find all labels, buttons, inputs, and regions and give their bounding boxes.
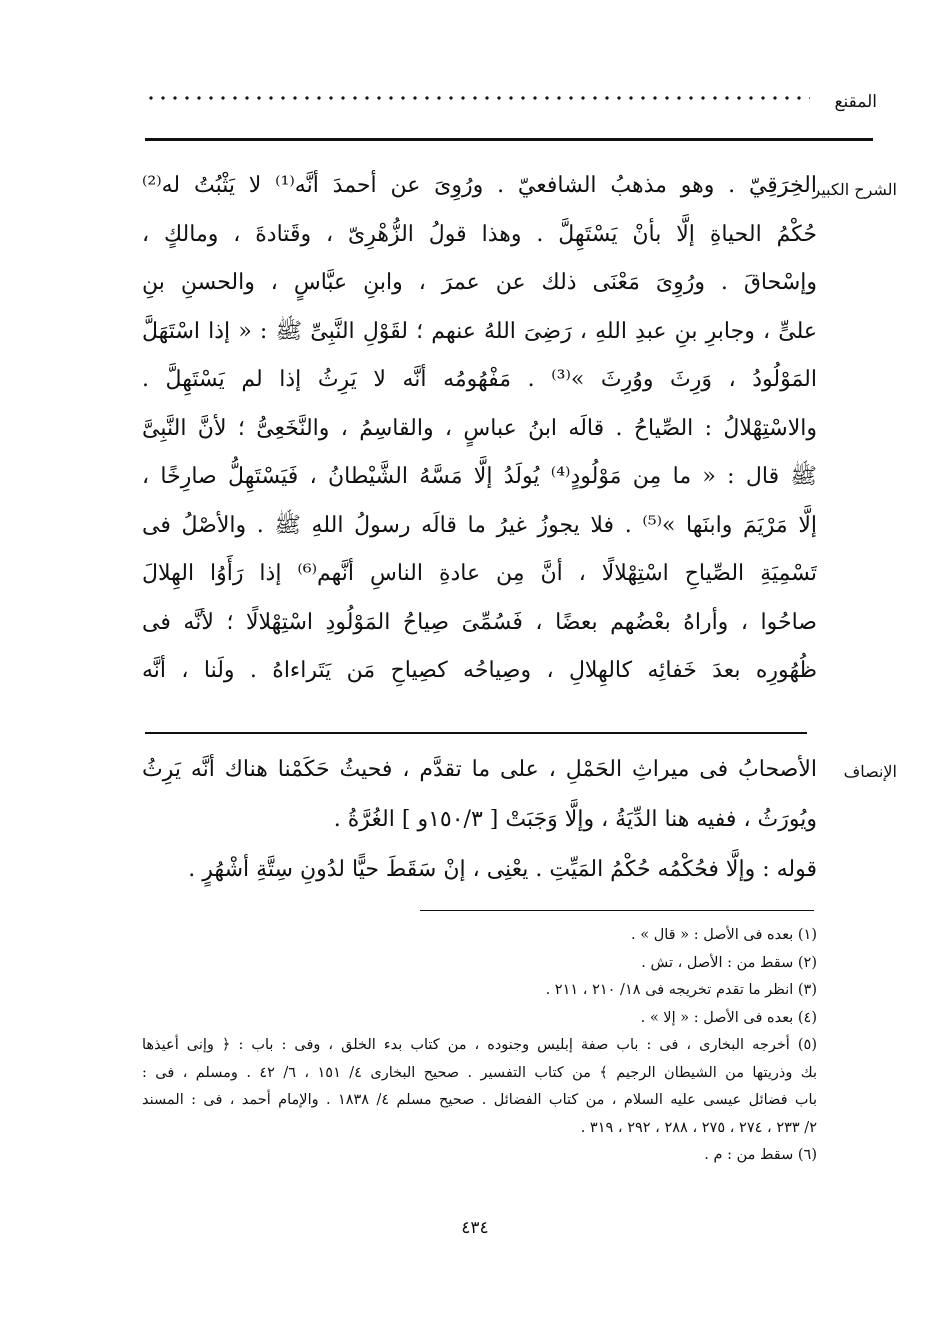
header-dotted-leader	[145, 96, 810, 100]
footnote: (٣) انظر ما تقدم تخريجه فى ١٨/ ٢١٠ ، ٢١١ .	[545, 982, 817, 998]
sharh-line: المَوْلُودُ ، وَرِثَ ووُرِثَ »⁽³⁾ . مَفْهُومُه أنَّه لا يَرِثُ إذا لم يَسْتَهِلَّ .	[142, 367, 817, 392]
insaf-line: الأصحابُ فى ميراثِ الحَمْلِ ، على ما تقدَّم ، فحيثُ حَكَمْنا هناك أنَّه يَرِثُ	[142, 757, 817, 782]
sharh-line: تَسْمِيَةِ الصِّياحِ اسْتِهْلالًا ، أنَّ مِن عادةِ الناسِ أنَّهم⁽⁶⁾ إذا رَأَوُا الهِلالَ	[142, 561, 817, 586]
header-rule	[145, 138, 873, 141]
sharh-line: والاسْتِهْلالُ : الصِّياحُ . قالَه ابنُ عباسٍ ، والقاسِمُ ، والنَّخَعِىُّ ؛ لأنَّ النَّبِىَّ	[142, 415, 817, 441]
footnote: (٢) سقط من : الأصل ، تش .	[641, 954, 817, 971]
insaf-line: ويُورَثُ ، ففيه هنا الدِّيَةُ ، وإلَّا وَجَبَتْ [ ١٥٠/٣و ] الغُرَّةُ .	[333, 807, 817, 832]
sharh-line: الخِرَقِيّ . وهو مذهبُ الشافعيّ . ورُوِىَ عن أحمدَ أنَّه⁽¹⁾ لا يَثْبُتُ له⁽²⁾	[142, 173, 817, 198]
sharh-line: صاحُوا ، وأراهُ بعْضُهم بعضًا ، فَسُمِّىَ صِياحُ المَوْلُودِ اسْتِهْلالًا ؛ لأنَّه فى	[142, 609, 817, 635]
footnote-continuation: باب فضائل عيسى عليه السلام ، من كتاب الفضائل . صحيح مسلم ٤/ ١٨٣٨ . والإمام أحمد ، فى : المسند	[142, 1092, 817, 1108]
margin-label-insaf: الإنصاف	[843, 762, 897, 781]
margin-label-sharh: الشرح الكبير	[812, 180, 897, 199]
sharh-text-block	[142, 162, 817, 696]
insaf-line: قوله : وإلَّا فحُكْمُه حُكْمُ المَيِّتِ . يعْنِى ، إنْ سَقَطَ حيًّا لدُونِ سِتَّةِ أشْهُرٍ .	[188, 857, 817, 882]
footnote: (٤) بعده فى الأصل : « إلا » .	[640, 1009, 817, 1026]
section-divider	[145, 732, 807, 734]
running-head-title: المقنع	[834, 92, 877, 112]
sharh-line: ﷺ قال : « ما مِن مَوْلُودٍ⁽⁴⁾ يُولَدُ إلَّا مَسَّهُ الشَّيْطانُ ، فَيَسْتَهِلُّ صارِخًا ،	[142, 464, 817, 489]
footnote: (١) بعده فى الأصل : « قال » .	[631, 927, 817, 943]
footnote: (٥) أخرجه البخارى ، فى : باب صفة إبليس وجنوده ، من كتاب بدء الخلق ، وفى : باب : ﴿ وإنى أعيذها	[142, 1037, 817, 1053]
footnote-rule	[420, 910, 814, 911]
sharh-line: إلَّا مَرْيَمَ وابنَها »⁽⁵⁾ . فلا يجوزُ غيرُ ما قالَه رسولُ اللهِ ﷺ . والأصْلُ فى	[142, 512, 817, 538]
sharh-line: ظُهُورِه بعدَ خَفائِه كالهِلالِ ، وصِياحُه كصِياحِ مَن يَتَراءاهُ . ولَنا ، أنَّه	[142, 658, 817, 683]
footnote-continuation: بك وذريتها من الشيطان الرجيم ﴾ من كتاب التفسير . صحيح البخارى ٤/ ١٥١ ، ٦/ ٤٢ . ومسلم ، فى :	[142, 1064, 817, 1081]
page-number: ٤٣٤	[461, 1218, 489, 1238]
footnote-continuation: ٢/ ٢٣٣ ، ٢٧٤ ، ٢٧٥ ، ٢٨٨ ، ٢٩٢ ، ٣١٩ .	[580, 1119, 817, 1136]
sharh-line: علىٍّ ، وجابرِ بنِ عبدِ اللهِ ، رَضِىَ اللهُ عنهم ؛ لقَوْلِ النَّبِىِّ ﷺ : « إذا اسْتَهَلَّ	[142, 318, 817, 344]
footnotes-block	[142, 922, 817, 1170]
footnote: (٦) سقط من : م .	[704, 1147, 817, 1163]
sharh-line: وإسْحاقَ . ورُوِىَ مَعْنَى ذلك عن عمرَ ، وابنِ عبَّاسٍ ، والحسنِ بنِ	[142, 270, 817, 295]
sharh-line: حُكْمُ الحياةِ إلَّا بأنْ يَسْتَهِلَّ . وهذا قولُ الزُّهْرِىّ ، وقَتادةَ ، ومالكٍ ،	[142, 221, 817, 247]
insaf-text-block	[142, 745, 817, 895]
